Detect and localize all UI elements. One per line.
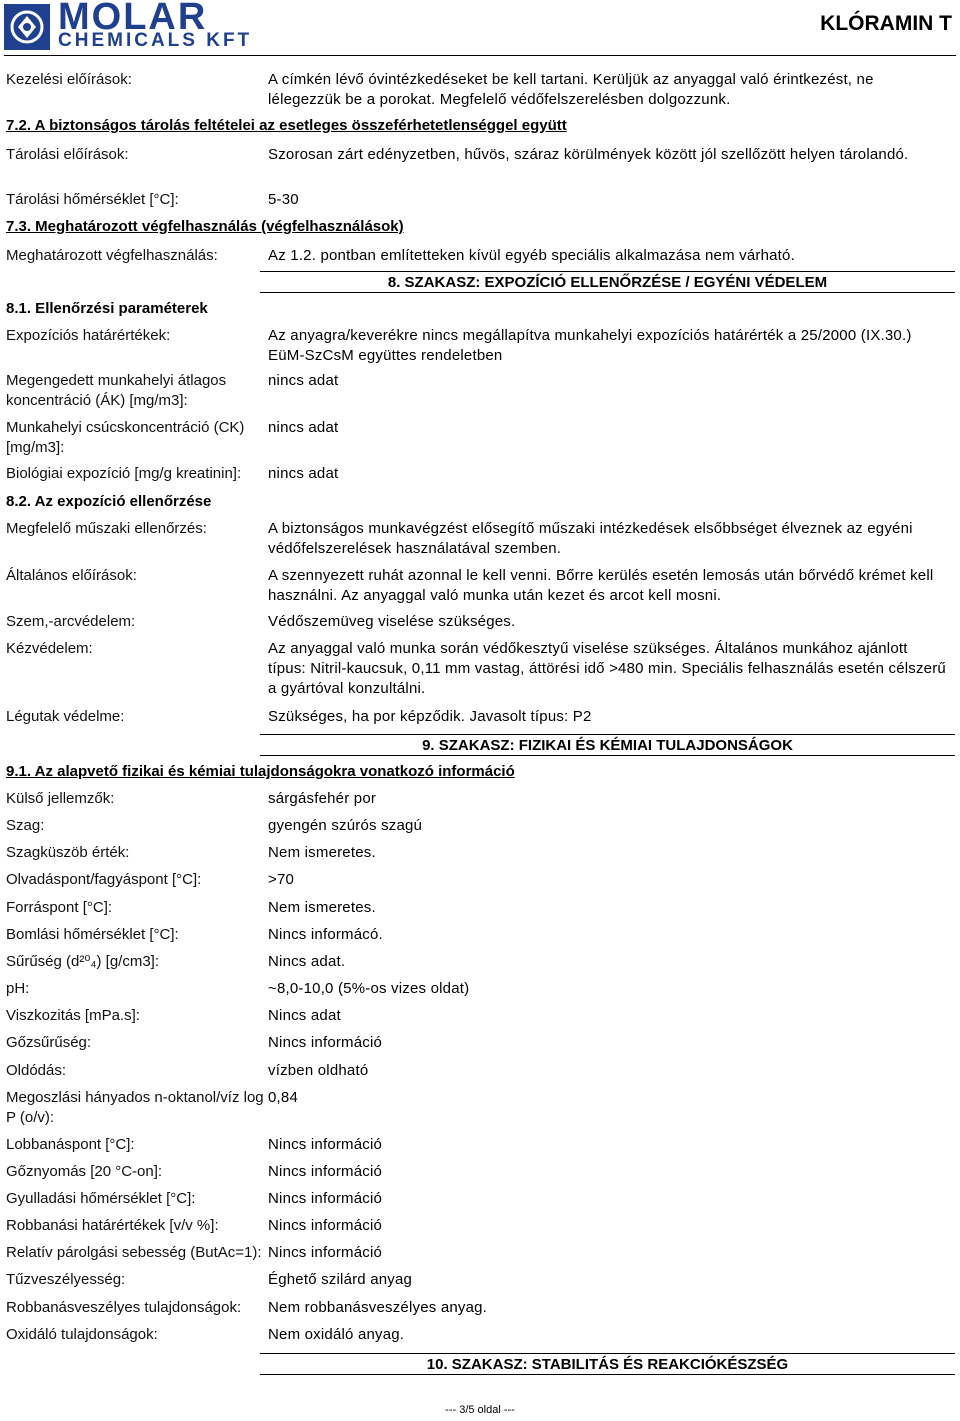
section-9-1-title: 9.1. Az alapvető fizikai és kémiai tulajdonságokra vonatkozó információ bbox=[6, 763, 515, 780]
property-value: sárgásfehér por bbox=[268, 790, 377, 807]
szem-label: Szem,-arcvédelem: bbox=[6, 613, 136, 630]
header-divider bbox=[4, 55, 956, 56]
kez-label: Kézvédelem: bbox=[6, 640, 93, 657]
hatarertek-value: Az anyagra/keverékre nincs megállapítva munkahelyi expozíciós határérték a 25/2000 (IX.30.) EüM-SzCsM együttes rendeletben bbox=[268, 327, 912, 364]
page-header bbox=[0, 0, 960, 55]
tarolasi-label: Tárolási előírások: bbox=[6, 146, 129, 163]
property-value: gyengén szúrós szagú bbox=[268, 817, 423, 834]
molar-logo-icon bbox=[4, 4, 50, 50]
property-value: Nem oxidáló anyag. bbox=[268, 1326, 405, 1343]
ck-label: Munkahelyi csúcskoncentráció (CK) [mg/m3]: bbox=[6, 419, 245, 456]
property-value: Nincs informácó. bbox=[268, 926, 383, 943]
section-8-heading: 8. SZAKASZ: EXPOZÍCIÓ ELLENŐRZÉSE / EGYÉNI VÉDELEM bbox=[260, 271, 955, 293]
property-value: Nincs információ bbox=[268, 1163, 383, 1180]
szem-value: Védőszemüveg viselése szükséges. bbox=[268, 613, 516, 630]
tarolasi-value: Szorosan zárt edényzetben, hűvös, száraz körülmények között jól szellőzött helyen tárolandó. bbox=[268, 146, 909, 163]
property-label: Viszkozitás [mPa.s]: bbox=[6, 1007, 140, 1024]
section-9-heading: 9. SZAKASZ: FIZIKAI ÉS KÉMIAI TULAJDONSÁGOK bbox=[260, 734, 955, 756]
kez-value: Az anyaggal való munka során védőkesztyű viselése szükséges. Általános munkához ajánlott típus: Nitril-kaucsuk, 0,11 mm vastag, áttörési idő >480 min. Speciális felhasználás esetén célszerű a gyártóval konzultálni. bbox=[268, 640, 946, 697]
property-value: Nincs adat bbox=[268, 1007, 341, 1024]
property-label: Oxidáló tulajdonságok: bbox=[6, 1326, 158, 1343]
property-label: Külső jellemzők: bbox=[6, 790, 115, 807]
property-value: Éghető szilárd anyag bbox=[268, 1271, 413, 1288]
property-value: >70 bbox=[268, 871, 295, 888]
section-7-2-title: 7.2. A biztonságos tárolás feltételei az esetleges összeférhetetlenséggel együtt bbox=[6, 117, 567, 134]
property-value: ~8,0-10,0 (5%-os vizes oldat) bbox=[268, 980, 470, 997]
property-value: Nem robbanásveszélyes anyag. bbox=[268, 1299, 488, 1316]
property-label: Szag: bbox=[6, 817, 45, 834]
legut-value: Szükséges, ha por képződik. Javasolt típus: P2 bbox=[268, 708, 592, 725]
bio-value: nincs adat bbox=[268, 465, 339, 482]
property-value: Nincs információ bbox=[268, 1190, 383, 1207]
muszaki-label: Megfelelő műszaki ellenőrzés: bbox=[6, 520, 207, 537]
property-value: Nincs információ bbox=[268, 1244, 383, 1261]
property-label: Bomlási hőmérséklet [°C]: bbox=[6, 926, 179, 943]
property-label: Robbanási határértékek [v/v %]: bbox=[6, 1217, 219, 1234]
altalanos-value: A szennyezett ruhát azonnal le kell venni. Bőrre kerülés esetén lemosás után bőrvédő krémet kell használni. Az anyaggal való munka után kezet és arcot kell mosni. bbox=[268, 567, 934, 604]
vegfelhasznalas-label: Meghatározott végfelhasználás: bbox=[6, 247, 218, 264]
company-name-sub: CHEMICALS KFT bbox=[58, 30, 253, 51]
homerseklet-value: 5-30 bbox=[268, 191, 299, 208]
property-value: Nincs információ bbox=[268, 1136, 383, 1153]
property-value: vízben oldható bbox=[268, 1062, 369, 1079]
ak-value: nincs adat bbox=[268, 372, 339, 389]
document-title: KLÓRAMIN T bbox=[820, 12, 952, 35]
section-7-3-title: 7.3. Meghatározott végfelhasználás (végfelhasználások) bbox=[6, 218, 404, 235]
hatarertek-label: Expozíciós határértékek: bbox=[6, 327, 171, 344]
vegfelhasznalas-value: Az 1.2. pontban említetteken kívül egyéb speciális alkalmazása nem várható. bbox=[268, 247, 795, 264]
muszaki-value: A biztonságos munkavégzést elősegítő műszaki intézkedések elsőbbséget élveznek az egyéni védőfelszerelések használatával szemben. bbox=[268, 520, 913, 557]
company-logo bbox=[4, 2, 254, 50]
property-label: Megoszlási hányados n-oktanol/víz log P (o/v): bbox=[6, 1089, 264, 1126]
ak-label: Megengedett munkahelyi átlagos koncentráció (ÁK) [mg/m3]: bbox=[6, 372, 227, 409]
ck-value: nincs adat bbox=[268, 419, 339, 436]
bio-label: Biológiai expozíció [mg/g kreatinin]: bbox=[6, 465, 242, 482]
property-label: Lobbanáspont [°C]: bbox=[6, 1136, 135, 1153]
property-label: Oldódás: bbox=[6, 1062, 67, 1079]
property-label: Tűzveszélyesség: bbox=[6, 1271, 126, 1288]
altalanos-label: Általános előírások: bbox=[6, 567, 137, 584]
property-label: Sűrűség (d²⁰₄) [g/cm3]: bbox=[6, 953, 160, 970]
kezelesi-value: A címkén lévő óvintézkedéseket be kell tartani. Kerüljük az anyaggal való érintkezést, ne lélegezzük be a porokat. Megfelelő védőfelszerelésben dolgozzunk. bbox=[268, 71, 874, 108]
property-label: Gőznyomás [20 °C-on]: bbox=[6, 1163, 163, 1180]
property-label: Forráspont [°C]: bbox=[6, 899, 113, 916]
property-label: Gyulladási hőmérséklet [°C]: bbox=[6, 1190, 196, 1207]
property-label: pH: bbox=[6, 980, 30, 997]
company-name-main: MOLAR bbox=[58, 0, 208, 38]
property-value: Nem ismeretes. bbox=[268, 899, 376, 916]
property-value: Nincs adat. bbox=[268, 953, 346, 970]
property-label: Olvadáspont/fagyáspont [°C]: bbox=[6, 871, 202, 888]
page-footer: --- 3/5 oldal --- bbox=[445, 1404, 515, 1416]
property-value: Nem ismeretes. bbox=[268, 844, 376, 861]
property-label: Robbanásveszélyes tulajdonságok: bbox=[6, 1299, 242, 1316]
property-value: 0,84 bbox=[268, 1089, 298, 1106]
property-label: Szagküszöb érték: bbox=[6, 844, 130, 861]
legut-label: Légutak védelme: bbox=[6, 708, 125, 725]
section-10-heading: 10. SZAKASZ: STABILITÁS ÉS REAKCIÓKÉSZSÉG bbox=[260, 1353, 955, 1375]
property-value: Nincs információ bbox=[268, 1034, 383, 1051]
section-8-1-title: 8.1. Ellenőrzési paraméterek bbox=[6, 300, 208, 317]
kezelesi-label: Kezelési előírások: bbox=[6, 71, 132, 88]
section-8-2-title: 8.2. Az expozíció ellenőrzése bbox=[6, 493, 212, 510]
homerseklet-label: Tárolási hőmérséklet [°C]: bbox=[6, 191, 179, 208]
property-label: Gőzsűrűség: bbox=[6, 1034, 92, 1051]
property-value: Nincs információ bbox=[268, 1217, 383, 1234]
property-label: Relatív párolgási sebesség (ButAc=1): bbox=[6, 1244, 262, 1261]
